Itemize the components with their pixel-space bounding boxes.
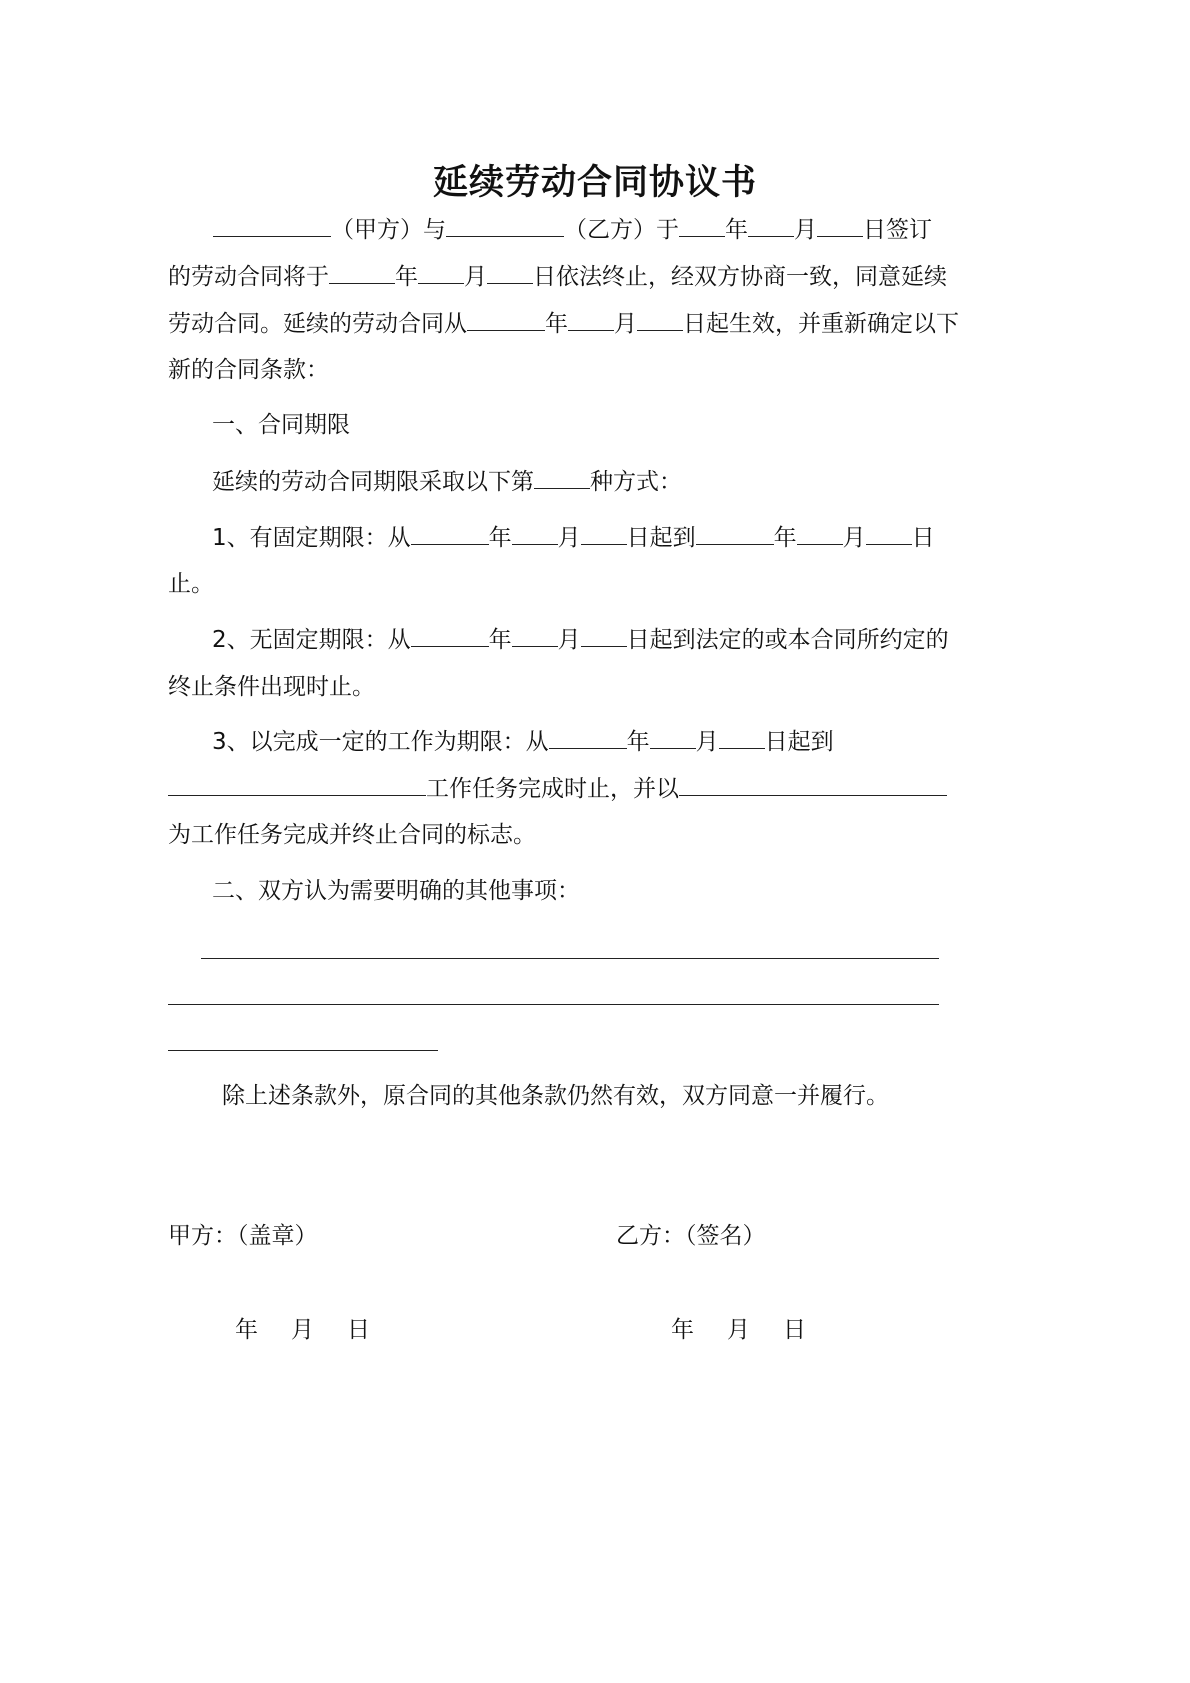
intro-line-3 xyxy=(168,308,959,340)
blank xyxy=(679,214,725,237)
text: 工作任务完成时止，并以 xyxy=(426,776,679,802)
open-term-line xyxy=(212,624,949,656)
text: 劳动合同。延续的劳动合同从 xyxy=(168,311,467,337)
text: 日起到法定的或本合同所约定的 xyxy=(626,627,949,653)
blank xyxy=(418,261,464,284)
signed-text: 日签订 xyxy=(863,217,932,243)
blank xyxy=(581,624,627,647)
blank xyxy=(549,726,627,749)
blank xyxy=(487,261,533,284)
blank xyxy=(411,624,489,647)
month-word: 月 xyxy=(695,729,719,755)
text: 1、有固定期限：从 xyxy=(212,525,411,551)
term-choice-line xyxy=(212,466,682,498)
blank xyxy=(817,214,863,237)
text: 日起到 xyxy=(626,525,696,551)
open-term-tail: 终止条件出现时止。 xyxy=(168,674,375,700)
blank xyxy=(866,522,912,545)
blank xyxy=(512,522,558,545)
month-word: 月 xyxy=(464,264,487,290)
blank xyxy=(696,522,774,545)
party-a-date xyxy=(235,1314,370,1346)
text: 日 xyxy=(911,525,935,551)
day-word: 日 xyxy=(347,1317,370,1343)
blank xyxy=(512,624,558,647)
party-b-signature-label: 乙方：（签名） xyxy=(616,1223,766,1249)
document-title: 延续劳动合同协议书 xyxy=(432,163,757,203)
month-word: 月 xyxy=(842,525,866,551)
intro-line-2 xyxy=(168,261,947,293)
intro-line-4: 新的合同条款： xyxy=(168,357,329,383)
text: 日起生效，并重新确定以下 xyxy=(683,311,959,337)
fixed-term-line xyxy=(212,522,935,554)
text: 种方式： xyxy=(590,469,682,495)
blank xyxy=(797,522,843,545)
intro-line-1 xyxy=(213,214,932,246)
year-word: 年 xyxy=(725,217,748,243)
blank xyxy=(748,214,794,237)
day-word: 日 xyxy=(783,1317,806,1343)
blank xyxy=(719,726,765,749)
year-word: 年 xyxy=(626,729,650,755)
month-word: 月 xyxy=(794,217,817,243)
text: 日依法终止，经双方协商一致，同意延续 xyxy=(533,264,947,290)
writing-line xyxy=(168,1004,939,1005)
year-word: 年 xyxy=(235,1317,258,1343)
task-term-line xyxy=(212,726,834,758)
task-term-tail: 为工作任务完成并终止合同的标志。 xyxy=(168,822,536,848)
month-word: 月 xyxy=(557,627,581,653)
year-word: 年 xyxy=(488,525,512,551)
section-heading-other-matters: 二、双方认为需要明确的其他事项： xyxy=(212,878,580,904)
text: 2、无固定期限：从 xyxy=(212,627,411,653)
month-word: 月 xyxy=(557,525,581,551)
writing-line xyxy=(201,958,939,959)
year-word: 年 xyxy=(488,627,512,653)
year-word: 年 xyxy=(773,525,797,551)
section-heading-term: 一、合同期限 xyxy=(212,412,350,438)
blank xyxy=(467,308,545,331)
year-word: 年 xyxy=(545,311,568,337)
text: 延续的劳动合同期限采取以下第 xyxy=(212,469,534,495)
party-a-blank xyxy=(213,214,331,237)
blank xyxy=(329,261,395,284)
fixed-term-tail: 止。 xyxy=(168,571,214,597)
party-b-date xyxy=(671,1314,806,1346)
blank xyxy=(637,308,683,331)
month-word: 月 xyxy=(614,311,637,337)
blank xyxy=(168,773,426,796)
blank xyxy=(568,308,614,331)
blank xyxy=(679,773,947,796)
party-b-label: （乙方）于 xyxy=(564,217,679,243)
task-term-middle xyxy=(168,773,947,805)
text: 3、以完成一定的工作为期限：从 xyxy=(212,729,549,755)
blank xyxy=(411,522,489,545)
closing-statement: 除上述条款外，原合同的其他条款仍然有效，双方同意一并履行。 xyxy=(222,1083,889,1109)
year-word: 年 xyxy=(671,1317,694,1343)
choice-blank xyxy=(534,466,590,489)
text: 的劳动合同将于 xyxy=(168,264,329,290)
blank xyxy=(581,522,627,545)
month-word: 月 xyxy=(727,1317,750,1343)
blank xyxy=(650,726,696,749)
writing-line xyxy=(168,1050,438,1051)
year-word: 年 xyxy=(395,264,418,290)
text: 日起到 xyxy=(764,729,834,755)
month-word: 月 xyxy=(291,1317,314,1343)
party-a-label: （甲方）与 xyxy=(331,217,446,243)
party-a-signature-label: 甲方：（盖章） xyxy=(168,1223,318,1249)
party-b-blank xyxy=(446,214,564,237)
